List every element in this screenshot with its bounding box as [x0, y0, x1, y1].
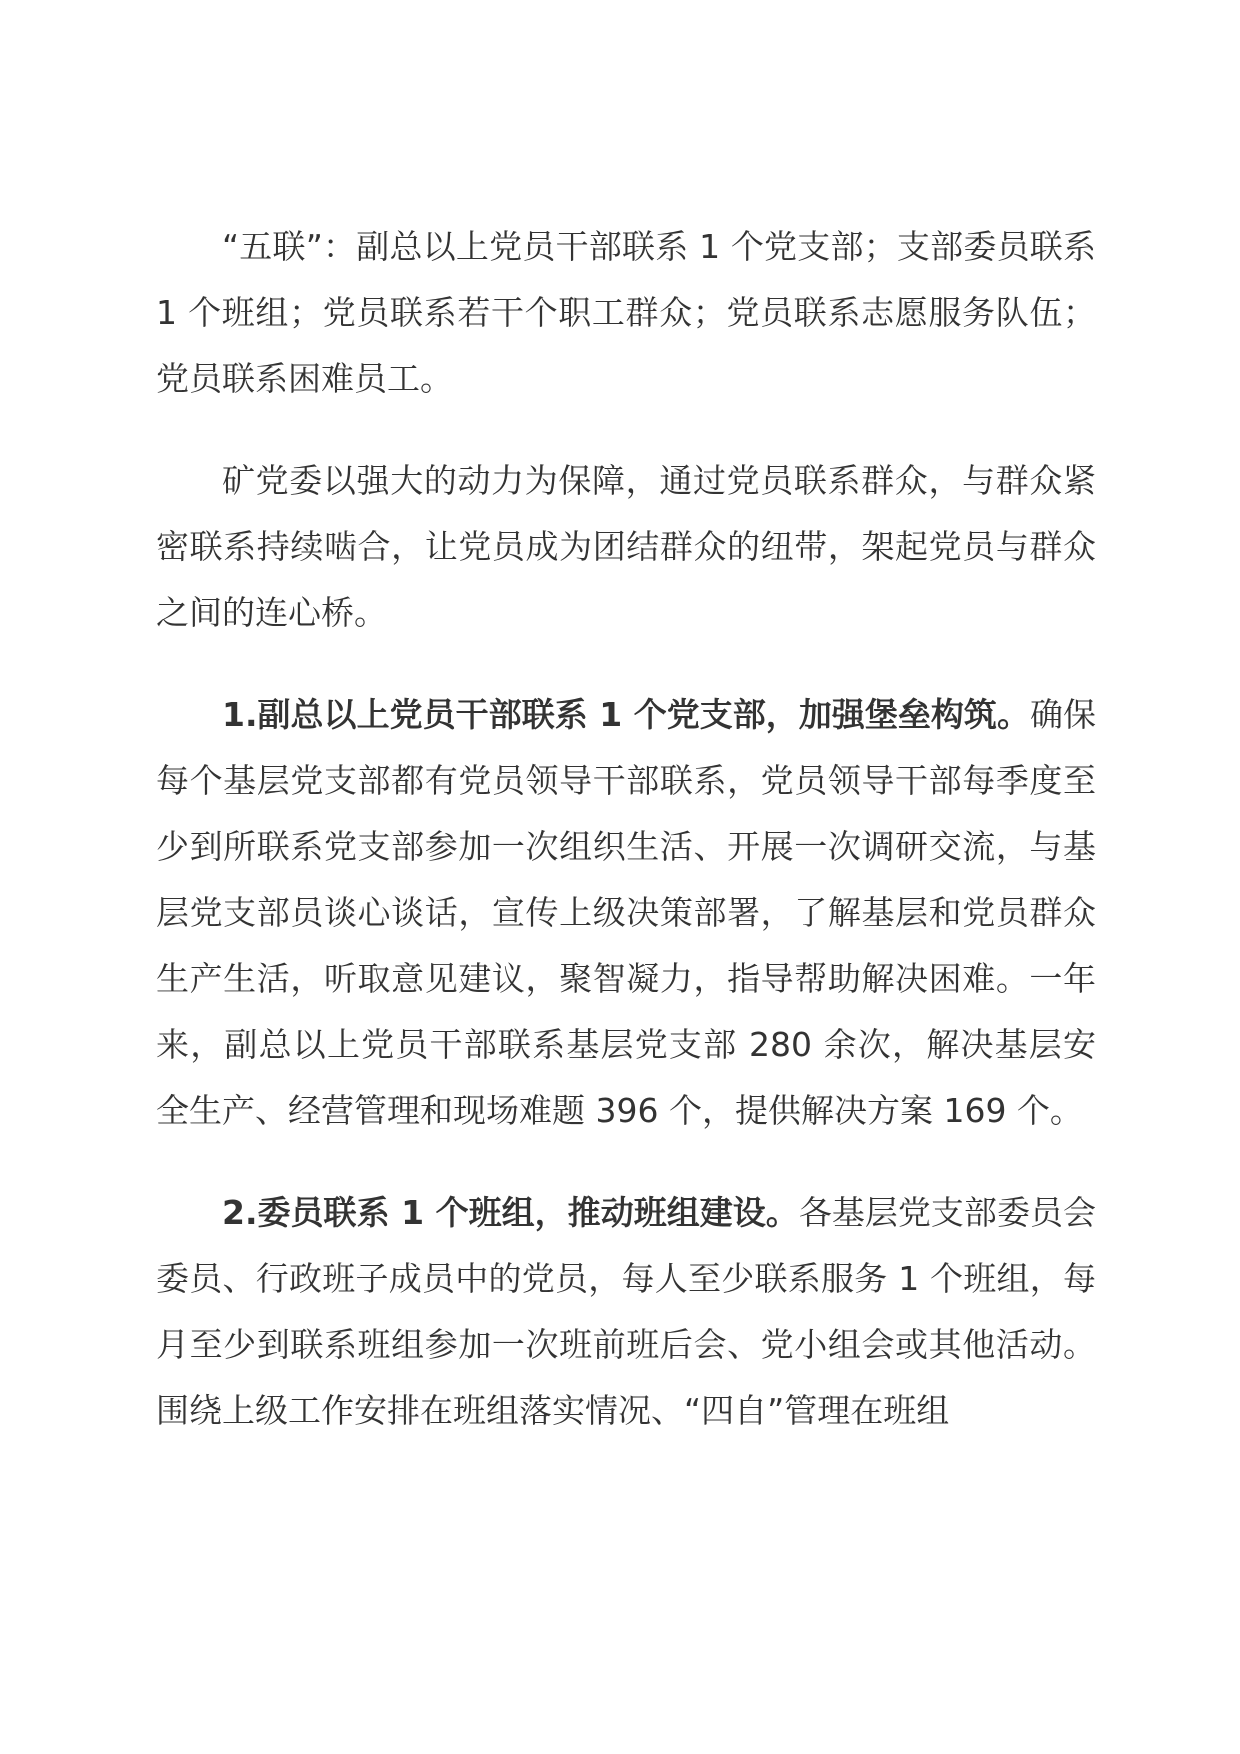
- paragraph-lead: 1.副总以上党员干部联系 1 个党支部，加强堡垒构筑。: [222, 695, 1030, 734]
- paragraph-item-1: [156, 682, 1096, 1144]
- paragraph-lead: 2.委员联系 1 个班组，推动班组建设。: [222, 1193, 799, 1232]
- paragraph-text: 各基层党支部委员会委员、行政班子成员中的党员，每人至少联系服务 1 个班组，每月至少到联系班组参加一次班前班后会、党小组会或其他活动。围绕上级工作安排在班组落实情况、“四自”管理在班组: [156, 1193, 1097, 1430]
- paragraph-text: 确保每个基层党支部都有党员领导干部联系，党员领导干部每季度至少到所联系党支部参加一次组织生活、开展一次调研交流，与基层党支部员谈心谈话，宣传上级决策部署，了解基层和党员群众生产生活，听取意见建议，聚智凝力，指导帮助解决困难。一年来，副总以上党员干部联系基层党支部 280 余次，解决基层安全生产、经营管理和现场难题 396 个，提供解决方案 169 个。: [156, 695, 1097, 1130]
- paragraph-item-2: [156, 1180, 1096, 1444]
- document-body: [156, 214, 1096, 1480]
- paragraph-five-links: [156, 214, 1096, 412]
- paragraph-text: 矿党委以强大的动力为保障，通过党员联系群众，与群众紧密联系持续啮合，让党员成为团结群众的纽带，架起党员与群众之间的连心桥。: [156, 461, 1096, 632]
- paragraph-party-committee: [156, 448, 1096, 646]
- paragraph-text: “五联”：副总以上党员干部联系 1 个党支部；支部委员联系 1 个班组；党员联系若干个职工群众；党员联系志愿服务队伍；党员联系困难员工。: [156, 227, 1096, 398]
